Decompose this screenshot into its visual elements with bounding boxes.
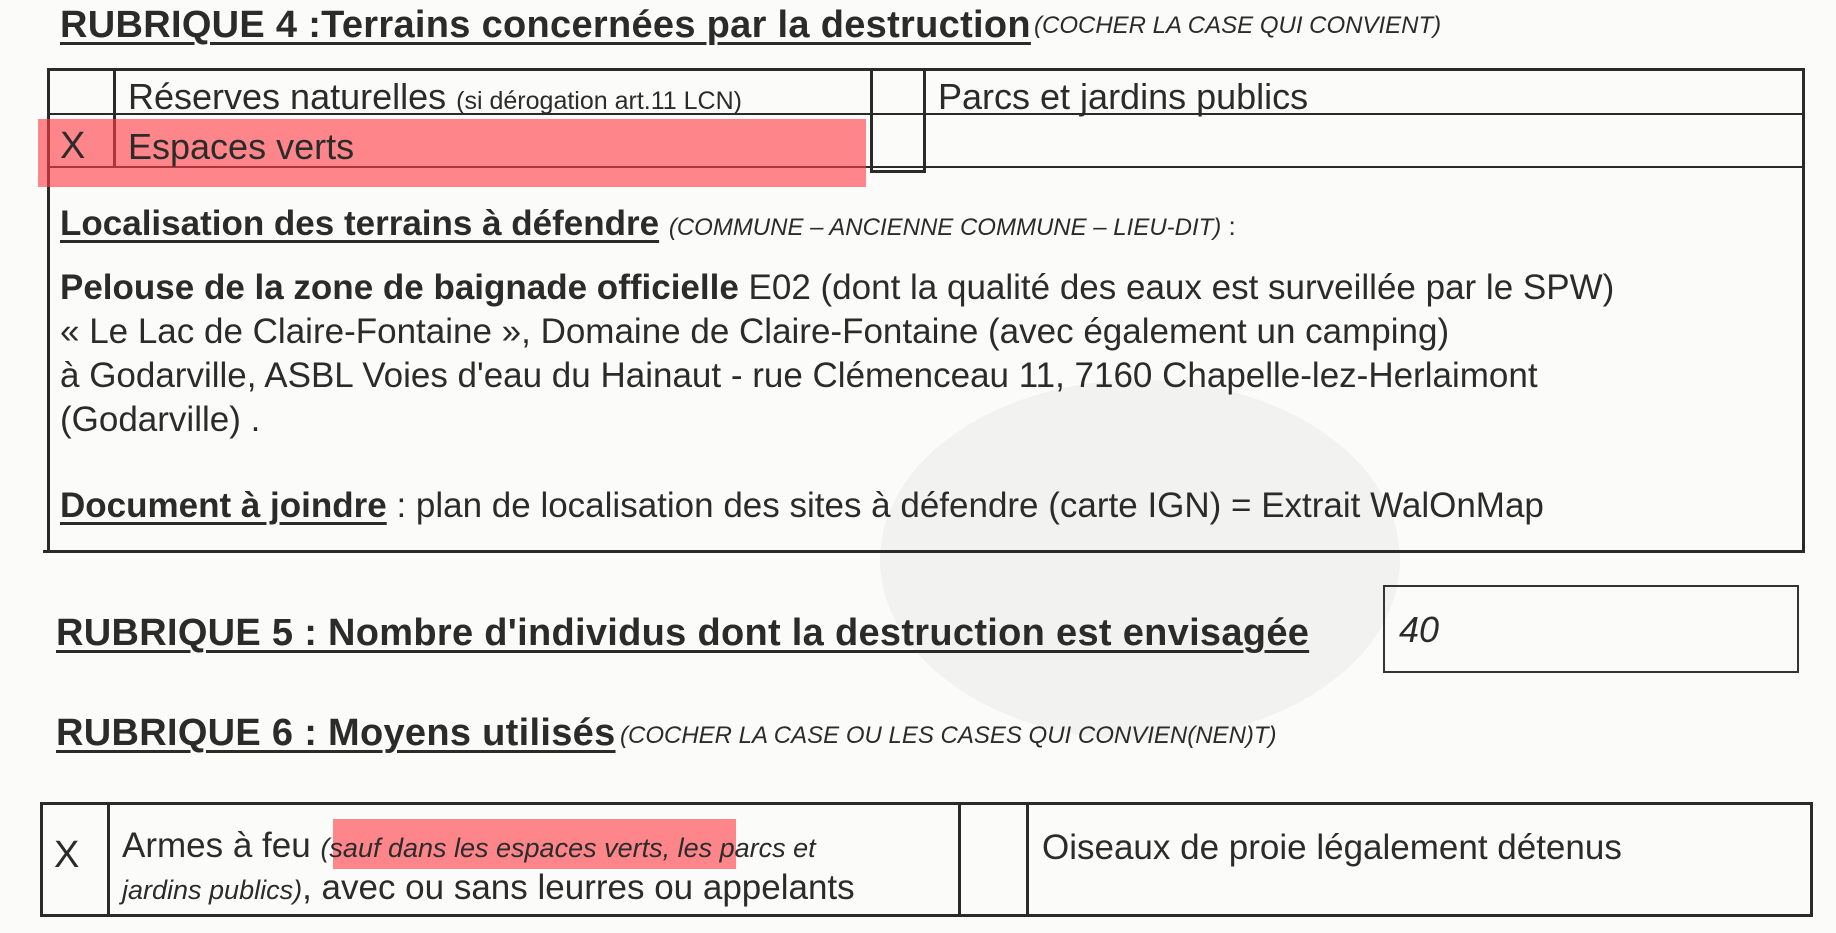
table2-col2-left	[958, 802, 961, 917]
localisation-line-2: « Le Lac de Claire-Fontaine », Domaine de Claire-Fontaine (avec également un camping)	[60, 312, 1450, 351]
table1-col2-check-divider	[923, 68, 926, 172]
localisation-line1-rest: E02 (dont la qualité des eaux est surveillée par le SPW)	[738, 268, 1615, 307]
table2-check1-divider	[107, 802, 110, 917]
option-armes-note-highlight: (sauf dans les espaces verts,	[320, 833, 671, 863]
table1-col2-check-bottom	[870, 170, 926, 173]
localisation-heading	[60, 202, 1236, 250]
individus-count-field[interactable]	[1383, 585, 1799, 673]
localisation-label: Localisation des terrains à défendre	[60, 204, 660, 243]
table2-right-border	[1810, 802, 1813, 917]
option-oiseaux-de-proie: Oiseaux de proie légalement détenus	[1042, 828, 1622, 867]
table1-bottom-border	[43, 550, 1805, 553]
document-label: Document à joindre	[60, 486, 387, 525]
table2-col2-check-divider	[1026, 802, 1029, 917]
table2-top-border	[40, 802, 1813, 805]
scan-artifact	[880, 380, 1400, 740]
option-armes-line-1	[122, 824, 816, 870]
rubrique-6-hint: (COCHER LA CASE OU LES CASES QUI CONVIEN(NEN)T)	[620, 722, 1277, 749]
option-armes-line-2	[122, 866, 855, 912]
localisation-colon: :	[1221, 211, 1236, 241]
checkbox-armes-a-feu[interactable]: X	[54, 834, 80, 876]
table2-bottom-border	[40, 914, 1813, 917]
localisation-line-3: à Godarville, ASBL Voies d'eau du Hainaut - rue Clémenceau 11, 7160 Chapelle-lez-Herlaimont	[60, 356, 1538, 395]
option-armes-note-line2: jardins publics)	[122, 875, 303, 905]
option-armes-line2-rest: , avec ou sans leurres ou appelants	[302, 868, 855, 907]
rubrique-4-title: RUBRIQUE 4 :Terrains concernées par la destruction	[60, 4, 1031, 46]
table1-top-border	[48, 68, 1805, 71]
rubrique-6-title: RUBRIQUE 6 : Moyens utilisés	[56, 712, 616, 754]
table1-col2-left	[870, 68, 873, 172]
option-reserves-label: Réserves naturelles	[128, 76, 447, 117]
table1-right-border	[1802, 68, 1805, 553]
individus-count-value: 40	[1399, 609, 1440, 650]
localisation-hint: (COMMUNE – ANCIENNE COMMUNE – LIEU-DIT)	[668, 214, 1222, 241]
checkbox-espaces-verts[interactable]: X	[60, 125, 86, 167]
localisation-bold: Pelouse de la zone de baignade officielle	[60, 268, 739, 307]
localisation-line-4: (Godarville) .	[60, 400, 261, 439]
option-reserves-naturelles	[128, 76, 742, 118]
rubrique-5-title: RUBRIQUE 5 : Nombre d'individus dont la destruction est envisagée	[56, 612, 1310, 654]
rubrique-4-hint: (COCHER LA CASE QUI CONVIENT)	[1034, 12, 1442, 39]
localisation-line-1	[60, 266, 1614, 310]
document-line	[60, 484, 1544, 528]
document-text: : plan de localisation des sites à défendre (carte IGN) = Extrait WalOnMap	[386, 486, 1544, 525]
option-armes-label: Armes à feu	[122, 826, 311, 865]
option-armes-note-rest: les parcs et	[670, 833, 816, 863]
table2-left-border	[40, 802, 43, 917]
option-espaces-verts: Espaces verts	[128, 126, 355, 167]
option-reserves-note: (si dérogation art.11 LCN)	[456, 87, 742, 115]
option-parcs-jardins: Parcs et jardins publics	[938, 76, 1309, 117]
